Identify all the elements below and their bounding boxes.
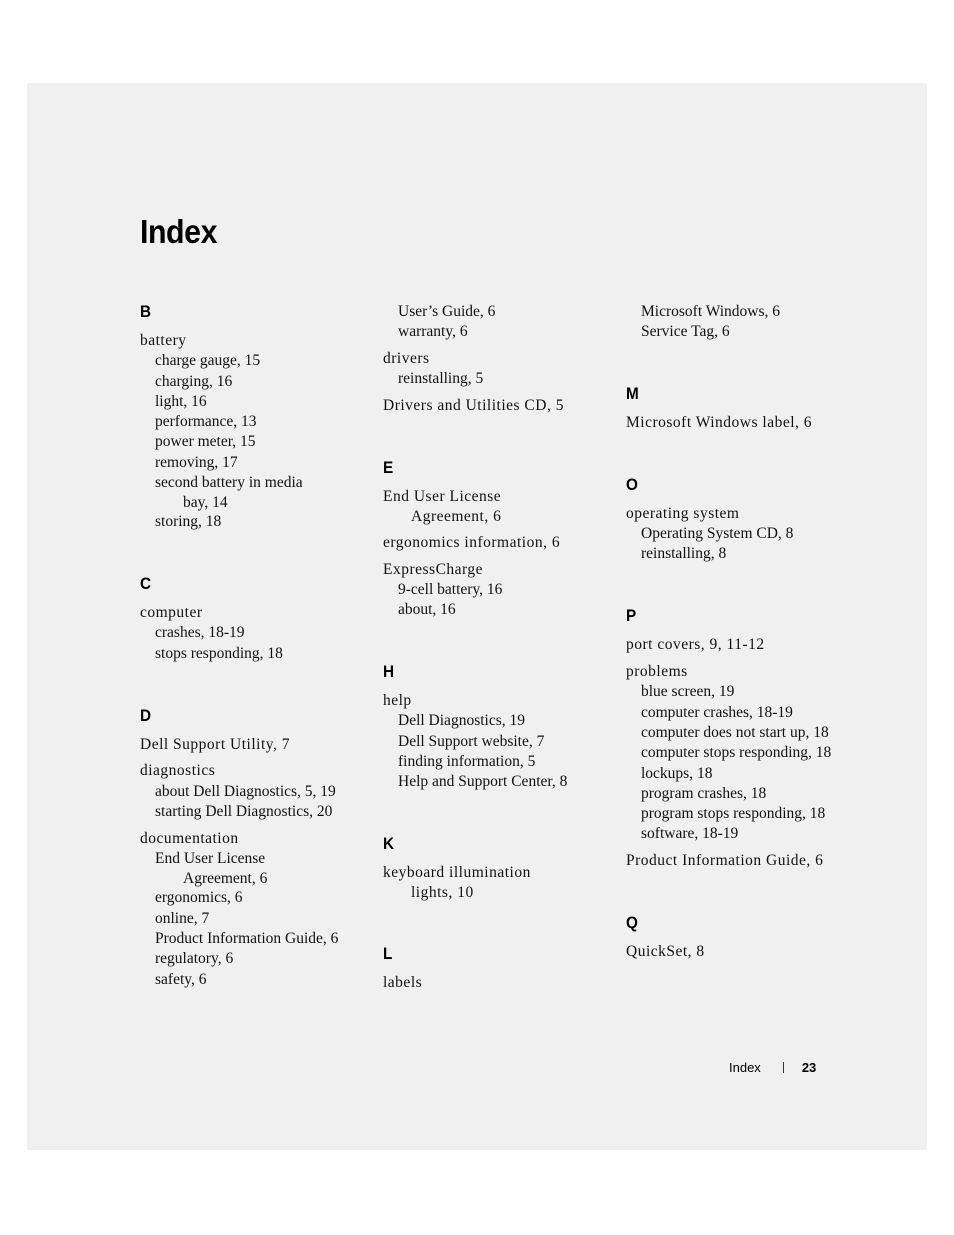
index-term: [383, 349, 613, 369]
index-entry: [626, 662, 856, 845]
index-subentry: 9-cell battery, 16: [398, 580, 503, 598]
index-subentry: Dell Support website, 7: [398, 732, 545, 750]
section-spacer: [383, 627, 613, 662]
index-subentry: ergonomics, 6: [155, 889, 243, 907]
index-term: [383, 487, 613, 526]
index-subentry: starting Dell Diagnostics, 20: [155, 802, 333, 820]
index-section: [626, 571, 856, 871]
index-term-text: Drivers and Utilities CD, 5: [383, 397, 564, 415]
index-entry: [383, 349, 613, 390]
index-term: [140, 603, 370, 623]
index-term: [626, 662, 856, 682]
index-term-text: ExpressCharge: [383, 560, 484, 578]
index-subentry-continuation: Agreement, 6: [183, 870, 268, 888]
section-spacer: [383, 909, 613, 944]
index-entry: [140, 735, 370, 755]
index-term-continuation: lights, 10: [411, 884, 474, 902]
index-term: [626, 504, 856, 524]
index-term: [626, 635, 856, 655]
index-subentry: [140, 473, 370, 512]
index-subentry: charge gauge, 15: [155, 352, 261, 370]
index-term: [383, 863, 613, 902]
section-spacer: [140, 539, 370, 574]
index-subentry: Service Tag, 6: [641, 323, 730, 341]
index-term-text: port covers, 9, 11-12: [626, 636, 765, 654]
index-entry: [626, 302, 856, 343]
section-letter: O: [626, 474, 638, 494]
index-subentry: computer does not start up, 18: [641, 723, 829, 741]
index-entry: [383, 487, 613, 526]
index-term-text: ergonomics information, 6: [383, 533, 561, 551]
index-subentry: Microsoft Windows, 6: [641, 303, 781, 320]
index-subentry-text: End User License: [155, 850, 266, 868]
page-number: 23: [801, 1060, 817, 1075]
index-column-2: [383, 302, 613, 1000]
index-subentry: light, 16: [155, 392, 207, 410]
section-letter: H: [383, 661, 395, 681]
index-entry: [383, 863, 613, 902]
section-spacer: [383, 799, 613, 834]
index-subentry: online, 7: [155, 909, 210, 927]
index-subentry: safety, 6: [155, 970, 207, 988]
index-section: [626, 440, 856, 565]
index-term-text: keyboard illumination: [383, 863, 531, 881]
index-term-text: documentation: [140, 829, 239, 847]
index-subentry: User’s Guide, 6: [398, 303, 496, 320]
index-term-text: Microsoft Windows label, 6: [626, 414, 813, 432]
index-section: [140, 671, 370, 990]
index-subentry: blue screen, 19: [641, 683, 735, 701]
index-entry: [626, 635, 856, 655]
index-entry: [383, 691, 613, 792]
index-section: [383, 909, 613, 993]
index-term-text: computer: [140, 604, 203, 622]
index-entry: [626, 851, 856, 871]
index-term-text: End User License: [383, 487, 502, 505]
index-subentry-text: second battery in media: [155, 474, 303, 492]
index-term-text: labels: [383, 973, 423, 991]
index-subentry: program stops responding, 18: [641, 805, 826, 823]
section-letter: K: [383, 833, 395, 853]
index-entry: [140, 603, 370, 664]
footer-label: Index: [729, 1060, 761, 1075]
index-term-text: Product Information Guide, 6: [626, 852, 824, 870]
index-section: [140, 302, 370, 533]
index-subentry: regulatory, 6: [155, 950, 234, 968]
index-page: [27, 83, 927, 1150]
index-section: [140, 539, 370, 664]
index-term-text: battery: [140, 332, 187, 349]
section-spacer: [626, 440, 856, 475]
index-section: [383, 423, 613, 620]
index-entry: [626, 413, 856, 433]
index-entry: [626, 504, 856, 565]
index-term-text: problems: [626, 663, 688, 681]
index-section: [626, 878, 856, 962]
index-term-text: QuickSet, 8: [626, 943, 705, 961]
index-entry: [140, 761, 370, 822]
index-term: [383, 691, 613, 711]
index-subentry: Dell Diagnostics, 19: [398, 712, 525, 730]
index-term: [626, 942, 856, 962]
index-subentry: program crashes, 18: [641, 784, 767, 802]
section-letter: P: [626, 606, 637, 626]
index-subentry: warranty, 6: [398, 323, 468, 341]
index-subentry: computer crashes, 18-19: [641, 703, 793, 721]
section-letter: B: [140, 302, 152, 321]
section-letter: D: [140, 705, 152, 725]
index-subentry: performance, 13: [155, 413, 257, 431]
section-spacer: [383, 423, 613, 458]
index-term: [140, 331, 370, 351]
index-subentry: crashes, 18-19: [155, 624, 245, 642]
index-entry: [383, 396, 613, 416]
index-term-text: drivers: [383, 350, 430, 368]
index-subentry: removing, 17: [155, 453, 238, 471]
index-section: [626, 349, 856, 433]
section-letter: Q: [626, 913, 638, 933]
index-term: [383, 533, 613, 553]
index-section: [383, 302, 613, 416]
index-term-text: diagnostics: [140, 762, 216, 780]
index-section: [626, 302, 856, 343]
index-subentry: computer stops responding, 18: [641, 744, 832, 762]
section-letter: M: [626, 384, 639, 404]
index-subentry: Operating System CD, 8: [641, 525, 794, 543]
index-entry: [140, 829, 370, 990]
index-subentry: finding information, 5: [398, 752, 536, 770]
section-spacer: [626, 878, 856, 913]
index-subentry-continuation: bay, 14: [183, 494, 228, 512]
index-term: [383, 560, 613, 580]
index-subentry: about Dell Diagnostics, 5, 19: [155, 782, 336, 800]
index-term-text: Dell Support Utility, 7: [140, 735, 290, 753]
index-term: [383, 396, 613, 416]
index-entry: [140, 331, 370, 533]
index-subentry: about, 16: [398, 601, 456, 619]
index-term: [626, 851, 856, 871]
index-subentry: charging, 16: [155, 372, 233, 390]
index-term: [383, 973, 613, 993]
section-letter: L: [383, 943, 393, 963]
page-footer: [729, 1060, 816, 1075]
index-subentry: lockups, 18: [641, 764, 713, 782]
index-term-text: help: [383, 691, 412, 709]
index-term: [140, 761, 370, 781]
index-term: [626, 413, 856, 433]
section-spacer: [140, 671, 370, 706]
index-subentry: reinstalling, 5: [398, 370, 484, 388]
index-subentry: power meter, 15: [155, 433, 256, 451]
index-entry: [383, 302, 613, 343]
section-letter: E: [383, 457, 394, 477]
index-column-1: [140, 302, 370, 996]
index-subentry: [140, 849, 370, 888]
index-section: [383, 627, 613, 792]
section-letter: C: [140, 574, 152, 594]
index-subentry: Help and Support Center, 8: [398, 773, 568, 791]
index-entry: [383, 533, 613, 553]
index-term-text: operating system: [626, 504, 740, 522]
index-entry: [383, 973, 613, 993]
index-subentry: reinstalling, 8: [641, 545, 727, 563]
index-subentry: software, 18-19: [641, 825, 739, 843]
index-column-3: [626, 302, 856, 969]
index-term: [140, 829, 370, 849]
index-entry: [383, 560, 613, 621]
page-title: Index: [140, 213, 218, 250]
index-subentry: storing, 18: [155, 513, 222, 531]
index-subentry: Product Information Guide, 6: [155, 929, 339, 947]
index-section: [383, 799, 613, 902]
index-term: [140, 735, 370, 755]
index-subentry: stops responding, 18: [155, 644, 283, 662]
index-entry: [626, 942, 856, 962]
section-spacer: [626, 349, 856, 384]
index-term-continuation: Agreement, 6: [411, 508, 502, 526]
footer-separator: [783, 1062, 784, 1073]
section-spacer: [626, 571, 856, 606]
